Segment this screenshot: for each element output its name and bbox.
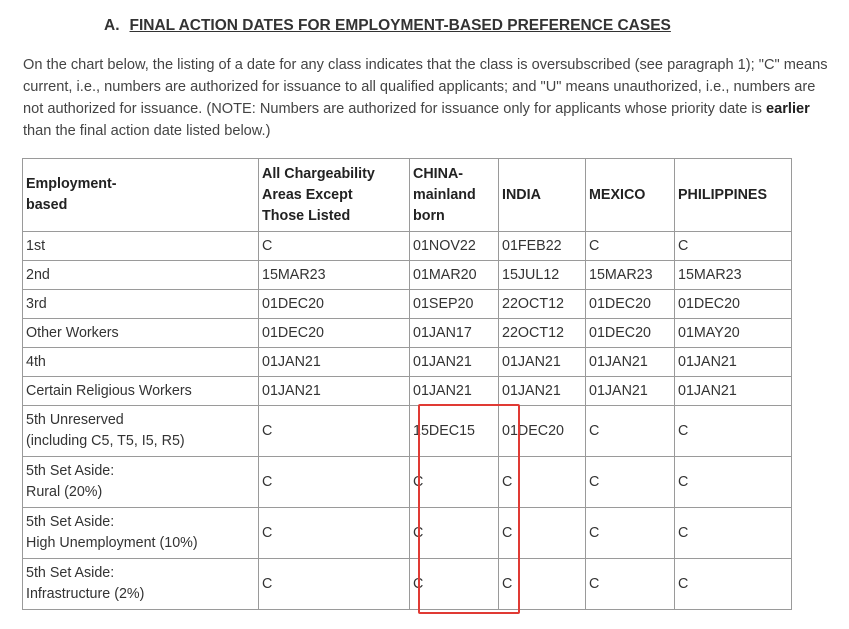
category-line: 5th Set Aside: (26, 565, 115, 581)
category-line: High Unemployment (10%) (26, 535, 198, 551)
date-cell-india: C (499, 559, 586, 610)
header-employment-based-line: based (26, 197, 68, 213)
date-cell-india: C (499, 508, 586, 559)
date-cell-mexico: C (586, 508, 675, 559)
category-line: Other Workers (26, 324, 119, 341)
date-cell-all-chargeability: C (259, 508, 410, 559)
category-cell (23, 406, 259, 457)
date-cell-all-chargeability: 01JAN21 (259, 348, 410, 377)
category-cell (23, 508, 259, 559)
category-line: 3rd (26, 295, 47, 312)
category-line: 2nd (26, 266, 50, 283)
header-all-chargeability-line: Those Listed (262, 207, 351, 224)
section-title: FINAL ACTION DATES FOR EMPLOYMENT-BASED PREFERENCE CASES (129, 17, 671, 34)
date-cell-philippines: 01JAN21 (675, 348, 792, 377)
intro-emphasis: earlier (766, 101, 810, 117)
intro-text-after: than the final action date listed below.) (23, 123, 271, 139)
date-cell-philippines: 15MAR23 (675, 261, 792, 290)
date-cell-india: 01JAN21 (499, 348, 586, 377)
category-cell (23, 377, 259, 406)
header-philippines (675, 159, 792, 232)
date-cell-all-chargeability: C (259, 232, 410, 261)
category-line: Rural (20%) (26, 484, 103, 500)
intro-text-before: On the chart below, the listing of a date for any class indicates that the class is oversubscribed (see paragraph 1); "C" means current, i.e., numbers are authorized for issuance to all qualified applicants; and "U" means unauthorized, i.e., numbers are not authorized for issuance. (NOTE: Numbers are authorized for issuance only for applicants whose priority date is (23, 57, 828, 117)
date-cell-india: 22OCT12 (499, 290, 586, 319)
date-cell-mexico: 01DEC20 (586, 319, 675, 348)
table-row (23, 457, 792, 508)
date-cell-all-chargeability: 01DEC20 (259, 290, 410, 319)
header-india-line: INDIA (502, 186, 541, 203)
date-cell-all-chargeability: C (259, 406, 410, 457)
category-line: (including C5, T5, I5, R5) (26, 433, 185, 449)
category-cell (23, 457, 259, 508)
date-cell-china: C (410, 508, 499, 559)
date-cell-mexico: 01JAN21 (586, 377, 675, 406)
table-row (23, 261, 792, 290)
header-mexico-line: MEXICO (589, 186, 646, 203)
date-cell-china: 01SEP20 (410, 290, 499, 319)
category-line: 4th (26, 353, 46, 370)
table-row (23, 232, 792, 261)
date-cell-china: 01JAN21 (410, 377, 499, 406)
date-cell-mexico: 15MAR23 (586, 261, 675, 290)
date-cell-china: 01MAR20 (410, 261, 499, 290)
date-cell-china: 01JAN21 (410, 348, 499, 377)
final-action-dates-table (22, 158, 792, 610)
date-cell-china: 15DEC15 (410, 406, 499, 457)
header-all-chargeability-line: Areas Except (262, 186, 353, 203)
date-cell-philippines: 01MAY20 (675, 319, 792, 348)
date-cell-philippines: C (675, 457, 792, 508)
intro-paragraph (23, 54, 833, 142)
category-line: 5th Unreserved (26, 412, 124, 428)
date-cell-all-chargeability: C (259, 457, 410, 508)
table-header-row (23, 159, 792, 232)
header-china-line: born (413, 207, 445, 224)
category-cell (23, 559, 259, 610)
date-cell-china: C (410, 559, 499, 610)
date-cell-mexico: C (586, 406, 675, 457)
header-india (499, 159, 586, 232)
date-cell-india: 01JAN21 (499, 377, 586, 406)
category-cell (23, 348, 259, 377)
date-cell-philippines: C (675, 232, 792, 261)
category-cell (23, 232, 259, 261)
category-line: Infrastructure (2%) (26, 586, 145, 602)
date-cell-india: 15JUL12 (499, 261, 586, 290)
category-line: 1st (26, 237, 46, 254)
date-cell-mexico: C (586, 457, 675, 508)
table-body (23, 232, 792, 610)
date-cell-india: 01FEB22 (499, 232, 586, 261)
table-row (23, 508, 792, 559)
date-cell-philippines: 01DEC20 (675, 290, 792, 319)
section-heading (104, 17, 671, 35)
date-cell-china: C (410, 457, 499, 508)
date-cell-philippines: C (675, 406, 792, 457)
date-cell-china: 01NOV22 (410, 232, 499, 261)
date-cell-mexico: C (586, 232, 675, 261)
header-employment-based (23, 159, 259, 232)
header-china (410, 159, 499, 232)
category-line: 5th Set Aside: (26, 514, 115, 530)
date-cell-all-chargeability: 15MAR23 (259, 261, 410, 290)
date-cell-philippines: C (675, 508, 792, 559)
header-all-chargeability (259, 159, 410, 232)
date-cell-india: 01DEC20 (499, 406, 586, 457)
table-row (23, 290, 792, 319)
date-cell-philippines: C (675, 559, 792, 610)
table-row (23, 559, 792, 610)
category-cell (23, 290, 259, 319)
date-cell-mexico: 01JAN21 (586, 348, 675, 377)
category-line: 5th Set Aside: (26, 463, 115, 479)
header-china-line: CHINA- (413, 165, 464, 182)
date-cell-india: C (499, 457, 586, 508)
header-employment-based-line: Employment- (26, 176, 117, 192)
date-cell-all-chargeability: C (259, 559, 410, 610)
date-cell-india: 22OCT12 (499, 319, 586, 348)
date-cell-all-chargeability: 01JAN21 (259, 377, 410, 406)
header-all-chargeability-line: All Chargeability (262, 165, 375, 182)
date-cell-all-chargeability: 01DEC20 (259, 319, 410, 348)
date-cell-mexico: C (586, 559, 675, 610)
header-china-line: mainland (413, 186, 476, 203)
table-row (23, 319, 792, 348)
header-mexico (586, 159, 675, 232)
table-row (23, 406, 792, 457)
date-cell-mexico: 01DEC20 (586, 290, 675, 319)
date-cell-china: 01JAN17 (410, 319, 499, 348)
category-line: Certain Religious Workers (26, 382, 192, 399)
category-cell (23, 319, 259, 348)
category-cell (23, 261, 259, 290)
date-cell-philippines: 01JAN21 (675, 377, 792, 406)
table-row (23, 348, 792, 377)
header-philippines-line: PHILIPPINES (678, 186, 767, 203)
section-number: A. (104, 17, 120, 34)
table-row (23, 377, 792, 406)
